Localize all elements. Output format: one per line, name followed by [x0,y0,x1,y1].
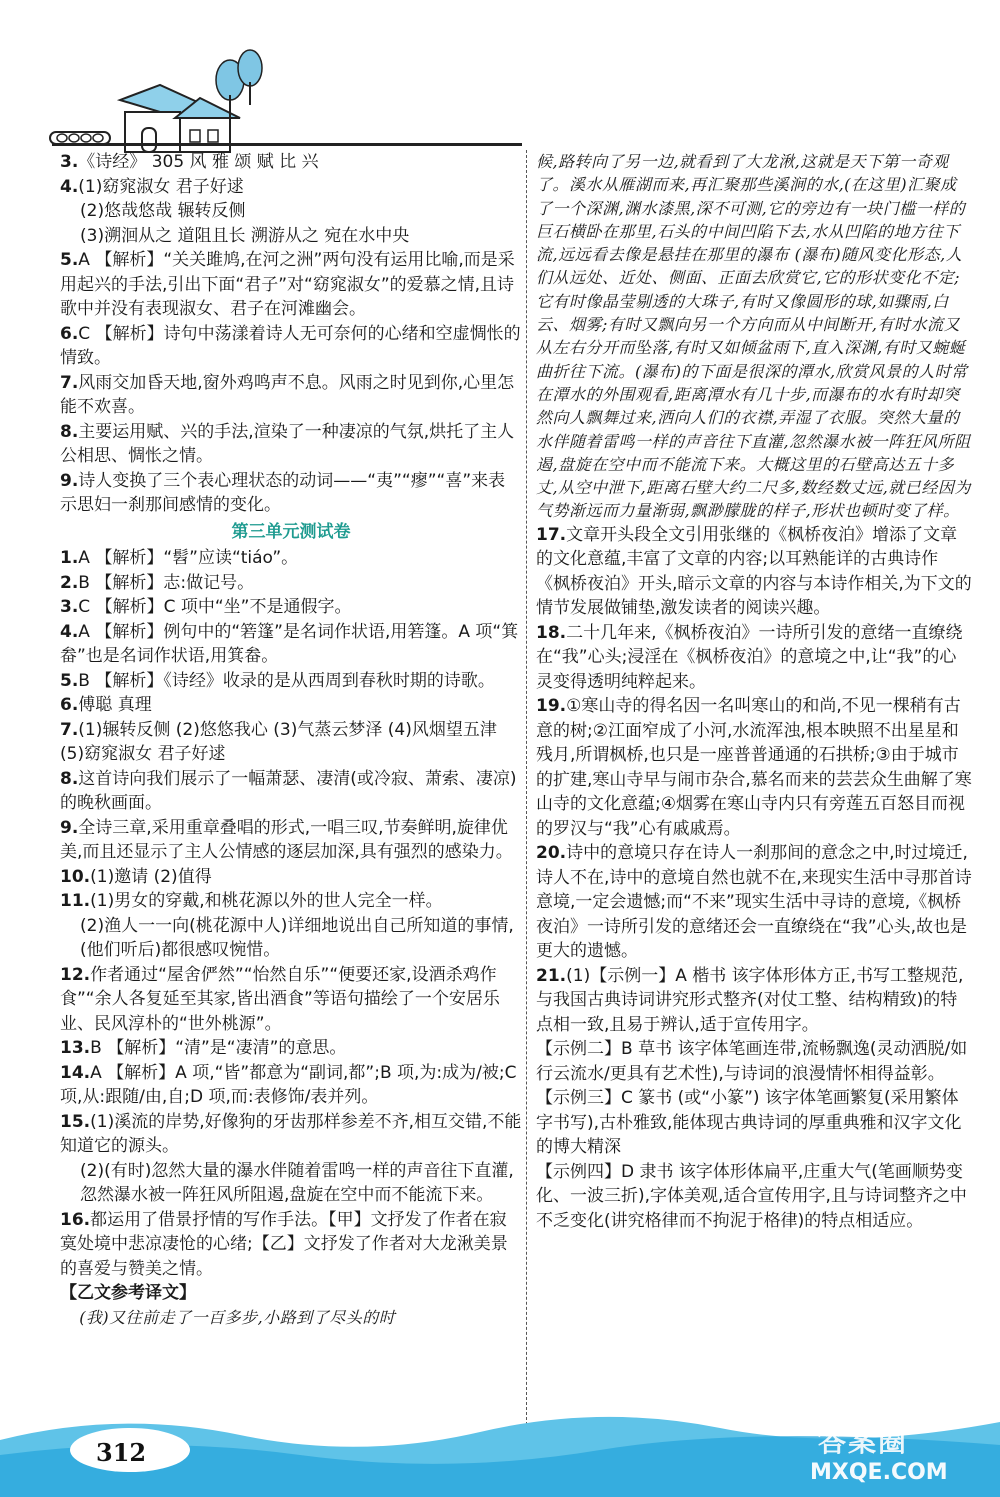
answer-item: 13.B 【解析】“清”是“凄清”的意思。 [60,1038,347,1058]
answer-item: 6.傅聪 真理 [60,695,152,715]
answer-item: 1.A 【解析】“髫”应读“tiáo”。 [60,548,299,568]
answer-item: 8.主要运用赋、兴的手法,渲染了一种凄凉的气氛,烘托了主人公相思、惆怅之情。 [60,421,515,466]
answer-item: 7.风雨交加昏天地,窗外鸡鸣声不息。风雨之时见到你,心里怎能不欢喜。 [60,372,515,417]
answer-subitem: (3)溯洄从之 道阻且长 溯游从之 宛在水中央 [80,225,410,246]
header-rule [52,143,522,146]
answer-item: 6.C 【解析】诗句中荡漾着诗人无可奈何的心绪和空虚惆怅的情致。 [60,323,521,368]
header-house-illustration [40,40,330,165]
answer-item: 11.(1)男女的穿戴,和桃花源以外的世人完全一样。 [60,891,443,911]
right-column [536,150,972,1233]
watermark-url: MXQE.COM [810,1460,948,1485]
answer-item: 5.B 【解析】《诗经》收录的是从西周到春秋时期的诗歌。 [60,670,495,691]
answer-item: 8.这首诗向我们展示了一幅萧瑟、凄清(或冷寂、萧索、凄凉)的晚秋画面。 [60,768,517,813]
answer-subitem: (2)(有时)忽然大量的瀑水伴随着雷鸣一样的声音往下直灌,忽然瀑水被一阵狂风所阻遏,盘旋在空中而不能流下来。 [80,1160,514,1205]
answer-item: 2.B 【解析】志:做记号。 [60,572,255,593]
left-column [60,150,522,1329]
answer-subitem: (2)渔人一一向(桃花源中人)详细地说出自己所知道的事情,(他们听后)都很感叹惋惜。 [80,915,514,960]
answer-subitem: (2)悠哉悠哉 辗转反侧 [80,201,246,221]
translation-start: (我)又往前走了一百多步,小路到了尽头的时 [79,1307,396,1327]
answer-item: 19.①寒山寺的得名因一名叫寒山的和尚,不见一棵稍有古意的树;②江面窄成了小河,水流浑浊,根本映照不出星星和残月,所谓枫桥,也只是一座普普通通的石拱桥;③由于城市的扩建,寒山寺早与闹市杂合,慕名而来的芸芸众生曲解了寒山寺的文化意蕴;④烟雾在寒山寺内只有旁莲五百怒目而视的罗汉与“我”心有戚戚焉。 [536,696,972,839]
answer-item: 12.作者通过“屋舍俨然”“怡然自乐”“便要还家,设酒杀鸡作食”“余人各复延至其家,皆出酒食”等语句描绘了一个安居乐业、民风淳朴的“世外桃源”。 [60,964,500,1034]
answer-item: 16.都运用了借景抒情的写作手法。【甲】文抒发了作者在寂寞处境中悲凉凄怆的心绪;【乙】文抒发了作者对大龙湫美景的喜爱与赞美之情。 [60,1209,508,1279]
answer-item: 9.全诗三章,采用重章叠唱的形式,一唱三叹,节奏鲜明,旋律优美,而且还显示了主人公情感的逐层加深,具有强烈的感染力。 [60,817,513,862]
watermark [810,1420,980,1490]
answer-item: 5.A 【解析】“关关雎鸠,在河之洲”两句没有运用比喻,而是采用起兴的手法,引出下面“君子”对“窈窕淑女”的爱慕之情,且诗歌中并没有表现淑女、君子在河滩幽会。 [60,250,515,319]
answer-item: 18.二十几年来,《枫桥夜泊》一诗所引发的意绪一直缭绕在“我”心头;浸淫在《枫桥夜泊》的意境之中,让“我”的心灵变得透明纯粹起来。 [536,622,963,692]
answer-item: 15.(1)溪流的岸势,好像狗的牙齿那样参差不齐,相互交错,不能知道它的源头。 [60,1111,522,1156]
answer-item: 10.(1)邀请 (2)值得 [60,866,212,887]
watermark-logo-text: 答案圈 [818,1425,909,1458]
answer-item: 20.诗中的意境只存在诗人一刹那间的意念之中,时过境迁,诗人不在,诗中的意境自然也就不在,来现实生活中寻那首诗意境,一定会遗憾;而“不来”现实生活中寻诗的意境,《枫桥夜泊》一诗所引发的意绪还会一直缭绕在“我”心头,故也是更大的遗憾。 [536,843,972,962]
answer-item: 21.(1)【示例一】A 楷书 该字体形体方正,书写工整规范,与我国古典诗词讲究形式整齐(对仗工整、结构精致)的特点相一致,且易于辨认,适于宣传用字。 [536,965,964,1035]
page-number: 312 [96,1438,147,1467]
column-divider [526,150,527,1425]
answer-item: 9.诗人变换了三个表心理状态的动词——“夷”“瘳”“喜”来表示思妇一刹那间感情的变化。 [60,470,506,515]
answer-item: 7.(1)辗转反侧 (2)悠悠我心 (3)气蒸云梦泽 (4)风烟望五津 (5)窈窕淑女 君子好逑 [60,719,497,764]
answer-item: 3.《诗经》 305 风 雅 颂 赋 比 兴 [60,152,319,172]
answer-item: 14.A 【解析】A 项,“皆”都意为“副词,都”;B 项,为:成为/被;C 项,从:跟随/由,自;D 项,而:表修饰/表并列。 [60,1062,517,1107]
answer-subitem: 【示例四】D 隶书 该字体形体扁平,庄重大气(笔画顺势变化、一波三折),字体美观,适合宣传用字,且与诗词整齐之中不乏变化(讲究格律而不拘泥于格律)的特点相适应。 [536,1161,967,1231]
translation-title: 【乙文参考译文】 [60,1283,196,1303]
translation-continued: 候,路转向了另一边,就看到了大龙湫,这就是天下第一奇观了。溪水从雁湖而来,再汇聚那些溪涧的水,(在这里)汇聚成了一个深渊,渊水漆黑,深不可测,它的旁边有一块门槛一样的巨石横卧在那里,石头的中间凹陷下去,水从凹陷的地方往下流,远远看去像是悬挂在那里的瀑布 (瀑布)随风变化形态,人们从远处、近处、侧面、正面去欣赏它,它的形状变化不定;它有时像晶莹剔透的大珠子,有时又像圆形的球,如骤雨,白云、烟雾;有时又飘向另一个方向而从中间断开,有时水流又从左右分开而坠落,有时又如倾盆雨下,直入深渊,有时又蜿蜒曲折往下流。(瀑布)的下面是很深的潭水,欣赏风景的人时常在潭水的外围观看,距离潭水有几十步,而瀑布的水有时却突然向人飘舞过来,洒向人们的衣襟,弄湿了衣服。突然大量的水伴随着雷鸣一样的声音往下直灌,忽然瀑水被一阵狂风所阻遏,盘旋在空中而不能流下来。大概这里的石壁高达五十多丈,从空中泄下,距离石壁大约二尺多,数经数丈远,就已经因为气势渐远而力量渐弱,飘渺朦胧的样子,形状也顿时变了样。 [536,152,971,521]
answer-subitem: 【示例三】C 篆书 (或“小篆”) 该字体笔画繁复(采用繁体字书写),古朴雅致,能体现古典诗词的厚重典雅和汉字文化的博大精深 [536,1088,962,1158]
answer-item: 17.文章开头段全文引用张继的《枫桥夜泊》增添了文章的文化意蕴,丰富了文章的内容;以耳熟能详的古典诗作《枫桥夜泊》开头,暗示文章的内容与本诗作相关,为下文的情节发展做铺垫,激发读者的阅读兴趣。 [536,524,972,619]
answer-subitem: 【示例二】B 草书 该字体笔画连带,流畅飘逸(灵动洒脱/如行云流水/更具有艺术性),与诗词的浪漫情怀相得益彰。 [536,1039,968,1084]
section-title: 第三单元测试卷 [231,521,351,542]
answer-item: 4.(1)窈窕淑女 君子好逑 [60,176,244,197]
answer-item: 3.C 【解析】C 项中“坐”不是通假字。 [60,597,352,617]
answer-item: 4.A 【解析】例句中的“箬篷”是名词作状语,用箬篷。A 项“箕畚”也是名词作状语,用箕畚。 [60,621,519,666]
